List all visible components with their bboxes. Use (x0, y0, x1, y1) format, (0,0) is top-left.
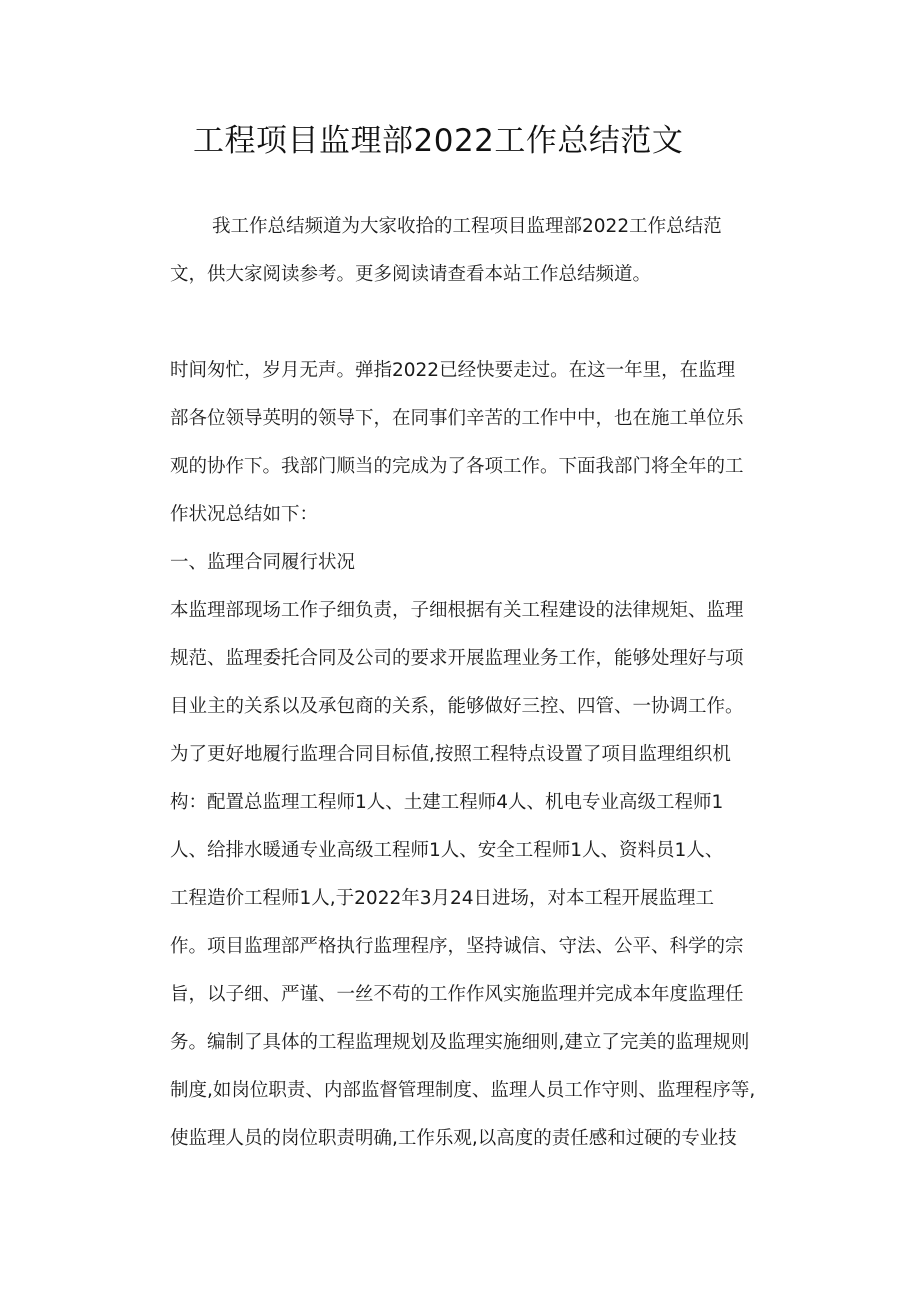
intro-line: 文，供大家阅读参考。更多阅读请查看本站工作总结频道。 (170, 264, 652, 285)
paragraph-line: 使监理人员的岗位职责明确,工作乐观,以高度的责任感和过硬的专业技 (170, 1128, 737, 1149)
intro-line: 我工作总结频道为大家收拾的工程项目监理部2022工作总结范 (212, 216, 722, 237)
paragraph-line: 规范、监理委托合同及公司的要求开展监理业务工作，能够处理好与项 (170, 648, 744, 669)
paragraph-line: 部各位领导英明的领导下，在同事们辛苦的工作中中，也在施工单位乐 (170, 408, 744, 429)
paragraph-line: 人、给排水暖通专业高级工程师1人、安全工程师1人、资料员1人、 (170, 840, 724, 861)
paragraph-line: 时间匆忙，岁月无声。弹指2022已经快要走过。在这一年里，在监理 (170, 360, 736, 381)
section-heading: 一、监理合同履行状况 (170, 552, 356, 573)
paragraph-line: 工程造价工程师1人,于2022年3月24日进场，对本工程开展监理工 (170, 888, 715, 909)
paragraph-line: 目业主的关系以及承包商的关系，能够做好三控、四管、一协调工作。 (170, 696, 744, 717)
paragraph-line: 作。项目监理部严格执行监理程序，坚持诚信、守法、公平、科学的宗 (170, 936, 744, 957)
document-title: 工程项目监理部2022工作总结范文 (193, 123, 684, 159)
paragraph-line: 为了更好地履行监理合同目标值,按照工程特点设置了项目监理组织机 (170, 744, 731, 765)
paragraph-line: 制度,如岗位职责、内部监督管理制度、监理人员工作守则、监理程序等, (170, 1080, 756, 1101)
paragraph-line: 构：配置总监理工程师1人、土建工程师4人、机电专业高级工程师1 (170, 792, 724, 813)
paragraph-line: 观的协作下。我部门顺当的完成为了各项工作。下面我部门将全年的工 (170, 456, 744, 477)
paragraph-line: 旨，以子细、严谨、一丝不苟的工作作风实施监理并完成本年度监理任 (170, 984, 744, 1005)
paragraph-line: 务。编制了具体的工程监理规划及监理实施细则,建立了完美的监理规则 (170, 1032, 750, 1053)
paragraph-line: 本监理部现场工作子细负责，子细根据有关工程建设的法律规矩、监理 (170, 600, 744, 621)
paragraph-line: 作状况总结如下： (170, 504, 319, 525)
